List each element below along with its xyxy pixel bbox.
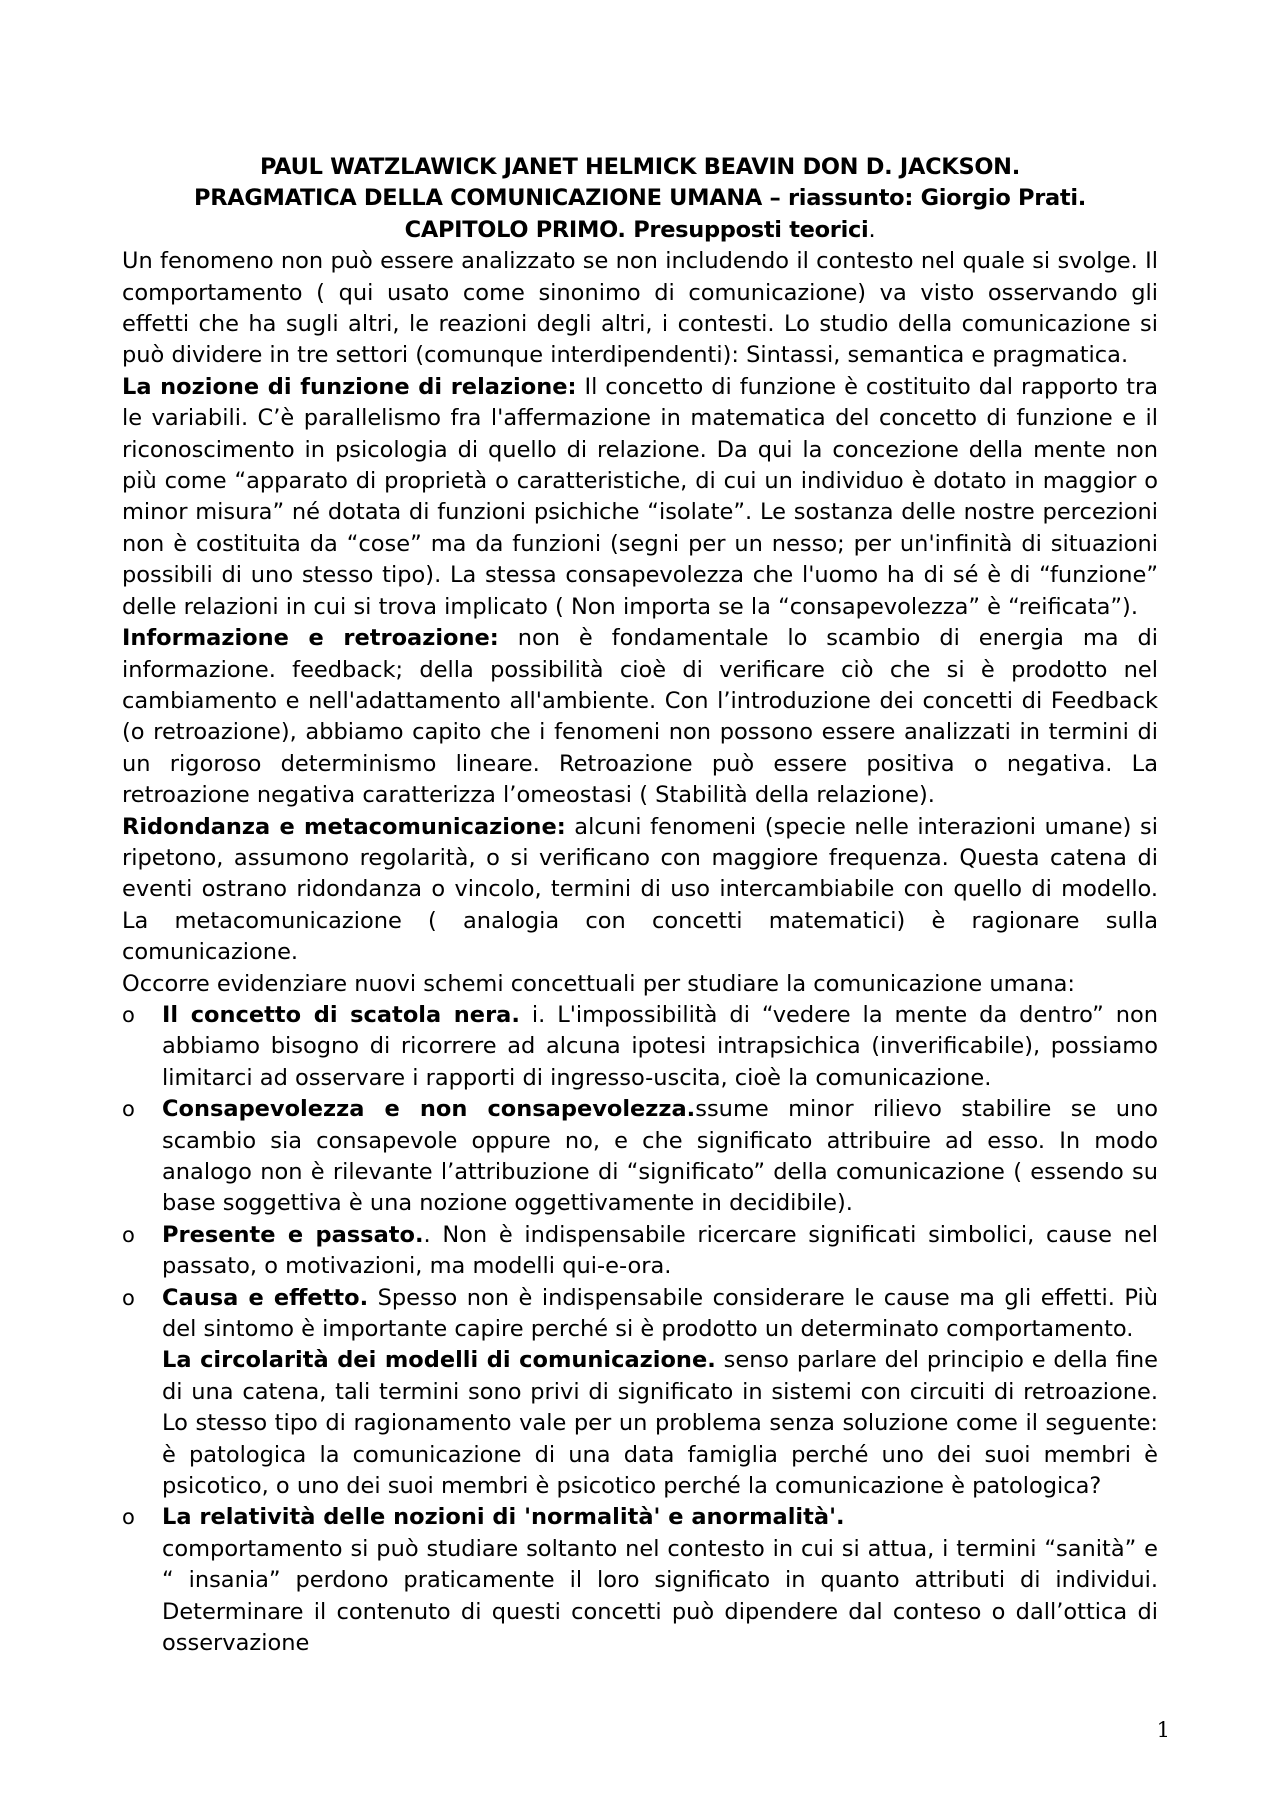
list-item [122, 1283, 1158, 1346]
section-text: Il concetto di funzione è costituito dal rapporto tra le variabili. C’è parallelismo fra l'affermazione in matematica del concetto di funzione e il riconoscimento in psicologia di quello di relazione. Da qui la concezione della mente non più come “apparato di proprietà o caratteristiche, di cui un individuo è dotato in maggior o minor misura” né dotata di funzioni psichiche “isolate”. Le sostanza delle nostre percezioni non è costituita da “cose” ma da funzioni (segni per un nesso; per un'infinità di situazioni possibili di uno stesso tipo). La stessa consapevolezza che l'uomo ha di sé è di “funzione” delle relazioni in cui si trova implicato ( Non importa se la “consapevolezza” è “reificata”). [122, 373, 1158, 620]
list-item-heading: Causa e effetto. [162, 1284, 369, 1311]
list-item [122, 1502, 1158, 1659]
lead-sentence: Occorre evidenziare nuovi schemi concettuali per studiare la comunicazione umana: [122, 970, 1075, 997]
bullet-icon: o [122, 1097, 135, 1122]
concepts-list-end [122, 1502, 1158, 1659]
section-informazione-retroazione [122, 623, 1158, 811]
list-item-heading: La relatività delle nozioni di 'normalità' e anormalità'. [162, 1504, 845, 1531]
section-heading: Ridondanza e metacomunicazione: [122, 813, 566, 840]
page-number: 1 [1156, 1718, 1170, 1742]
list-item-text: Spesso non è indispensabile considerare le cause ma gli effetti. Più del sintomo è importante capire perché si è prodotto un determinato comportamento. [162, 1284, 1158, 1343]
bullet-icon: o [122, 1505, 135, 1530]
title-line-2: PRAGMATICA DELLA COMUNICAZIONE UMANA – riassunto: Giorgio Prati. [194, 185, 1086, 212]
list-item-heading: La circolarità dei modelli di comunicazione. [162, 1347, 716, 1374]
title-line-3 [122, 215, 1158, 246]
chapter-title-period: . [868, 216, 876, 243]
bullet-icon: o [122, 1002, 135, 1027]
title-line-1: PAUL WATZLAWICK JANET HELMICK BEAVIN DON D. JACKSON. [260, 154, 1020, 180]
list-item-text: comportamento si può studiare soltanto nel contesto in cui si attua, i termini “sanità” e “ insania” perdono praticamente il loro significato in quanto attributi di individui. Determinare il contenuto di questi concetti può dipendere dal conteso o dall’ottica di osservazione [162, 1535, 1158, 1657]
section-heading: La nozione di funzione di relazione: [122, 373, 577, 400]
bullet-icon: o [122, 1222, 135, 1247]
document-body [122, 152, 1158, 1660]
section-text: alcuni fenomeni (specie nelle interazioni umane) si ripetono, assumono regolarità, o si verificano con maggiore frequenza. Questa catena di eventi ostrano ridondanza o vincolo, termini di uso intercambiabile con quello di modello. La metacomunicazione ( analogia con concetti matematici) è ragionare sulla comunicazione. [122, 813, 1158, 966]
section-ridondanza-metacomunicazione [122, 812, 1158, 969]
list-item [122, 1220, 1158, 1283]
list-item-text: i. L'impossibilità di “vedere la mente da dentro” non abbiamo bisogno di ricorrere ad alcuna ipotesi intrapsichica (inverificabile), possiamo limitarci ad osservare i rapporti di ingresso-uscita, cioè la comunicazione. [162, 1001, 1158, 1091]
list-item [122, 1094, 1158, 1220]
chapter-title: CAPITOLO PRIMO. Presupposti teorici [404, 216, 869, 243]
list-item-heading: Presente e passato. [162, 1221, 424, 1248]
list-item-text: ssume minor rilievo stabilire se uno scambio sia consapevole oppure no, e che significato attribuire ad esso. In modo analogo non è rilevante l’attribuzione di “significato” della comunicazione ( essendo su base soggettiva è una nozione oggettivamente in decidibile). [162, 1096, 1158, 1217]
circolarita-paragraph [122, 1345, 1158, 1502]
list-item-heading: Consapevolezza e non consapevolezza. [162, 1096, 696, 1123]
intro-paragraph: Un fenomeno non può essere analizzato se non includendo il contesto nel quale si svolge. Il comportamento ( qui usato come sinonimo di comunicazione) va visto osservando gli effetti che ha sugli altri, le reazioni degli altri, i contesti. Lo studio della comunicazione si può dividere in tre settori (comunque interdipendenti): Sintassi, semantica e pragmatica. [122, 248, 1158, 369]
section-text: non è fondamentale lo scambio di energia ma di informazione. feedback; della possibilità cioè di verificare ciò che si è prodotto nel cambiamento e nell'adattamento all'ambiente. Con l’introduzione dei concetti di Feedback (o retroazione), abbiamo capito che i fenomeni non possono essere analizzati in termini di un rigoroso determinismo lineare. Retroazione può essere positiva o negativa. La retroazione negativa caratterizza l’omeostasi ( Stabilità della relazione). [122, 625, 1158, 809]
concepts-list [122, 1000, 1158, 1345]
list-item [122, 1000, 1158, 1094]
list-item-text: . Non è indispensabile ricercare significati simbolici, cause nel passato, o motivazioni, ma modelli qui-e-ora. [162, 1221, 1158, 1280]
section-heading: Informazione e retroazione: [122, 625, 499, 652]
list-item-heading: Il concetto di scatola nera. [162, 1001, 520, 1028]
list-item-text: senso parlare del principio e della fine di una catena, tali termini sono privi di significato in sistemi con circuiti di retroazione. Lo stesso tipo di ragionamento vale per un problema senza soluzione come il seguente: è patologica la comunicazione di una data famiglia perché uno dei suoi membri è psicotico, o uno dei suoi membri è psicotico perché la comunicazione è patologica? [162, 1347, 1158, 1500]
bullet-icon: o [122, 1285, 135, 1310]
section-funzione-relazione [122, 372, 1158, 623]
